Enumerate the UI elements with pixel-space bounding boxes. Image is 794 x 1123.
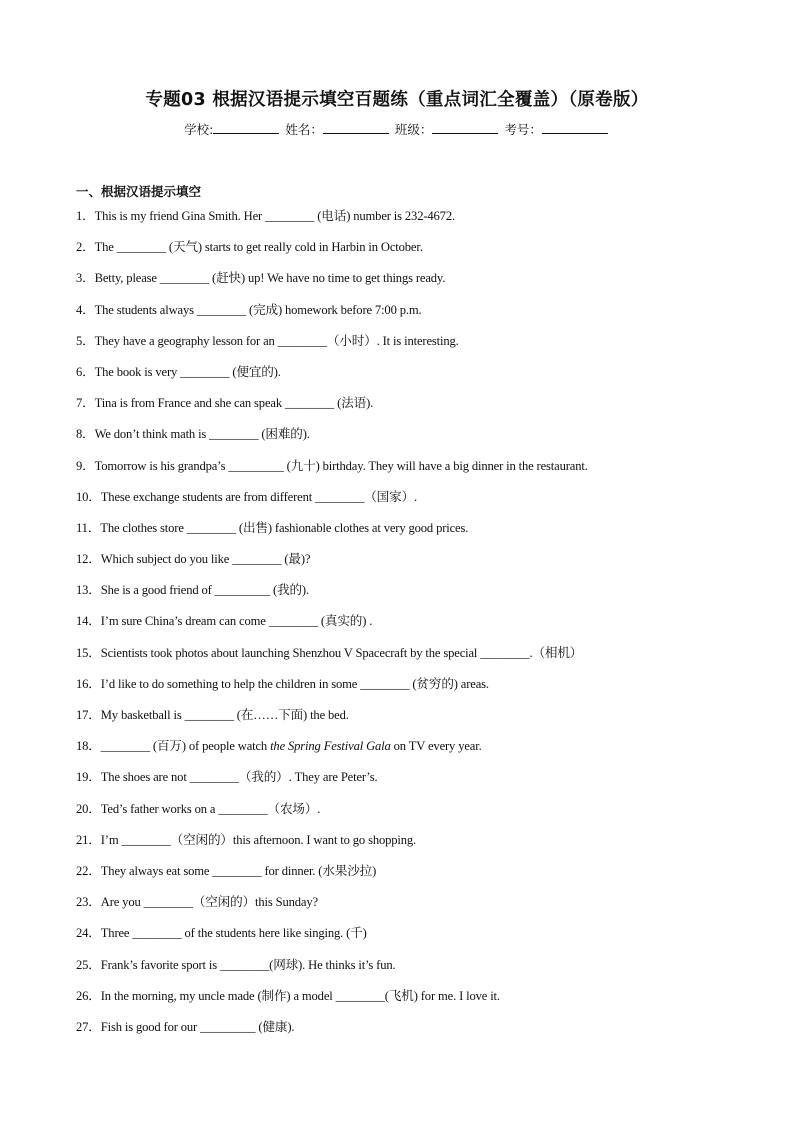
question-item: [76, 800, 716, 831]
question-text: The students always ________ (完成) homework before 7:00 p.m.: [94, 302, 422, 317]
question-number: 3．: [76, 271, 95, 286]
question-number: 8．: [76, 427, 95, 442]
question-number: 25．: [76, 957, 101, 972]
class-blank[interactable]: [432, 122, 498, 134]
question-text: I’m sure China’s dream can come ________ (真实的) .: [100, 614, 373, 629]
question-text: My basketball is ________ (在……下面) the bed.: [100, 708, 349, 722]
question-text: Tomorrow is his grandpa’s _________ (九十) birthday. They will have a big dinner in the restaurant.: [94, 458, 588, 473]
question-number: 7．: [76, 396, 95, 411]
question-number: 11．: [76, 520, 101, 535]
question-number: 24．: [76, 926, 101, 941]
question-text: They have a geography lesson for an ________（小时）. It is interesting.: [94, 333, 459, 348]
question-number: 23．: [76, 895, 101, 910]
question-item: [76, 394, 716, 425]
question-number: 15．: [76, 645, 101, 660]
question-item: [76, 987, 716, 1018]
question-text: The clothes store ________ (出售) fashionable clothes at very good prices.: [100, 520, 469, 535]
question-text: ________ (百万) of people watch: [100, 739, 271, 754]
question-number: 27．: [76, 1019, 101, 1034]
question-item: [76, 924, 716, 955]
question-number: 18．: [76, 739, 101, 754]
question-text: Scientists took photos about launching Shenzhou V Spacecraft by the special ________.（相机）: [100, 645, 583, 660]
question-text: These exchange students are from different ________（国家）.: [100, 489, 418, 504]
question-text: This is my friend Gina Smith. Her ________ (电话) number is 232-4672.: [94, 209, 455, 223]
exam-number-blank[interactable]: [542, 122, 608, 134]
question-item: [76, 612, 716, 643]
question-text: They always eat some ________ for dinner. (水果沙拉): [100, 863, 377, 878]
question-text: Tina is from France and she can speak ________ (法语).: [94, 396, 374, 411]
question-text: The ________ (天气) starts to get really cold in Harbin in October.: [94, 240, 423, 255]
question-item: [76, 301, 716, 332]
question-number: 5．: [76, 333, 95, 348]
question-item: [76, 425, 716, 456]
question-item: [76, 831, 716, 862]
question-number: 1．: [76, 209, 95, 223]
question-text: The book is very ________ (便宜的).: [94, 364, 281, 379]
question-text: I’m ________（空闲的）this afternoon. I want to go shopping.: [100, 832, 417, 847]
name-blank[interactable]: [323, 122, 389, 134]
question-item: [76, 519, 716, 550]
question-text: We don’t think math is ________ (困难的).: [94, 427, 310, 442]
class-label: 班级：: [394, 122, 433, 137]
question-number: 6．: [76, 364, 95, 379]
question-text: Frank’s favorite sport is ________(网球). He thinks it’s fun.: [100, 957, 396, 972]
question-number: 20．: [76, 801, 101, 816]
question-text: She is a good friend of _________ (我的).: [100, 583, 309, 598]
question-item: [76, 269, 716, 300]
question-text-after: on TV every year.: [390, 739, 482, 754]
question-number: 12．: [76, 552, 101, 567]
question-number: 2．: [76, 240, 95, 255]
question-item: [76, 675, 716, 706]
question-item: [76, 457, 716, 488]
question-text: I’d like to do something to help the children in some ________ (贫穷的) areas.: [100, 676, 489, 691]
question-text: In the morning, my uncle made (制作) a model ________(飞机) for me. I love it.: [100, 988, 500, 1003]
section-heading: 一、根据汉语提示填空: [76, 184, 202, 199]
question-text: Ted’s father works on a ________（农场）.: [100, 801, 321, 816]
question-number: 19．: [76, 770, 101, 785]
question-item: [76, 238, 716, 269]
question-number: 21．: [76, 832, 101, 847]
student-info-line: [0, 120, 794, 138]
question-item: [76, 581, 716, 612]
question-number: 10．: [76, 489, 101, 504]
question-number: 26．: [76, 988, 101, 1003]
question-number: 4．: [76, 302, 95, 317]
question-text: The shoes are not ________（我的）. They are Peter’s.: [100, 770, 378, 785]
question-item: [76, 332, 716, 363]
question-number: 14．: [76, 614, 101, 629]
question-number: 17．: [76, 708, 101, 722]
question-number: 16．: [76, 676, 101, 691]
question-number: 13．: [76, 583, 101, 598]
question-item: [76, 956, 716, 987]
question-item: [76, 644, 716, 675]
question-italic-title: the Spring Festival Gala: [270, 739, 391, 754]
page-title: 专题03 根据汉语提示填空百题练（重点词汇全覆盖）（原卷版）: [145, 90, 649, 110]
question-text: Betty, please ________ (赶快) up! We have no time to get things ready.: [94, 271, 446, 286]
question-item: [76, 862, 716, 893]
school-label: 学校:: [184, 122, 214, 137]
question-item: [76, 363, 716, 394]
question-item: [76, 488, 716, 519]
question-list: [76, 207, 716, 1049]
question-item: [76, 893, 716, 924]
exam-number-label: 考号：: [504, 122, 542, 137]
question-item: [76, 1018, 716, 1049]
name-label: 姓名：: [285, 122, 323, 137]
question-text: Three ________ of the students here like singing. (千): [100, 926, 367, 941]
question-text: Which subject do you like ________ (最)?: [100, 552, 311, 567]
question-item: [76, 207, 716, 238]
school-blank[interactable]: [213, 122, 279, 134]
question-item: [76, 706, 716, 737]
question-number: 22．: [76, 863, 101, 878]
question-text: Are you ________（空闲的）this Sunday?: [100, 895, 318, 910]
question-item: [76, 768, 716, 799]
question-number: 9．: [76, 458, 95, 473]
question-item: [76, 737, 716, 768]
question-text: Fish is good for our _________ (健康).: [100, 1019, 295, 1034]
question-item: [76, 550, 716, 581]
